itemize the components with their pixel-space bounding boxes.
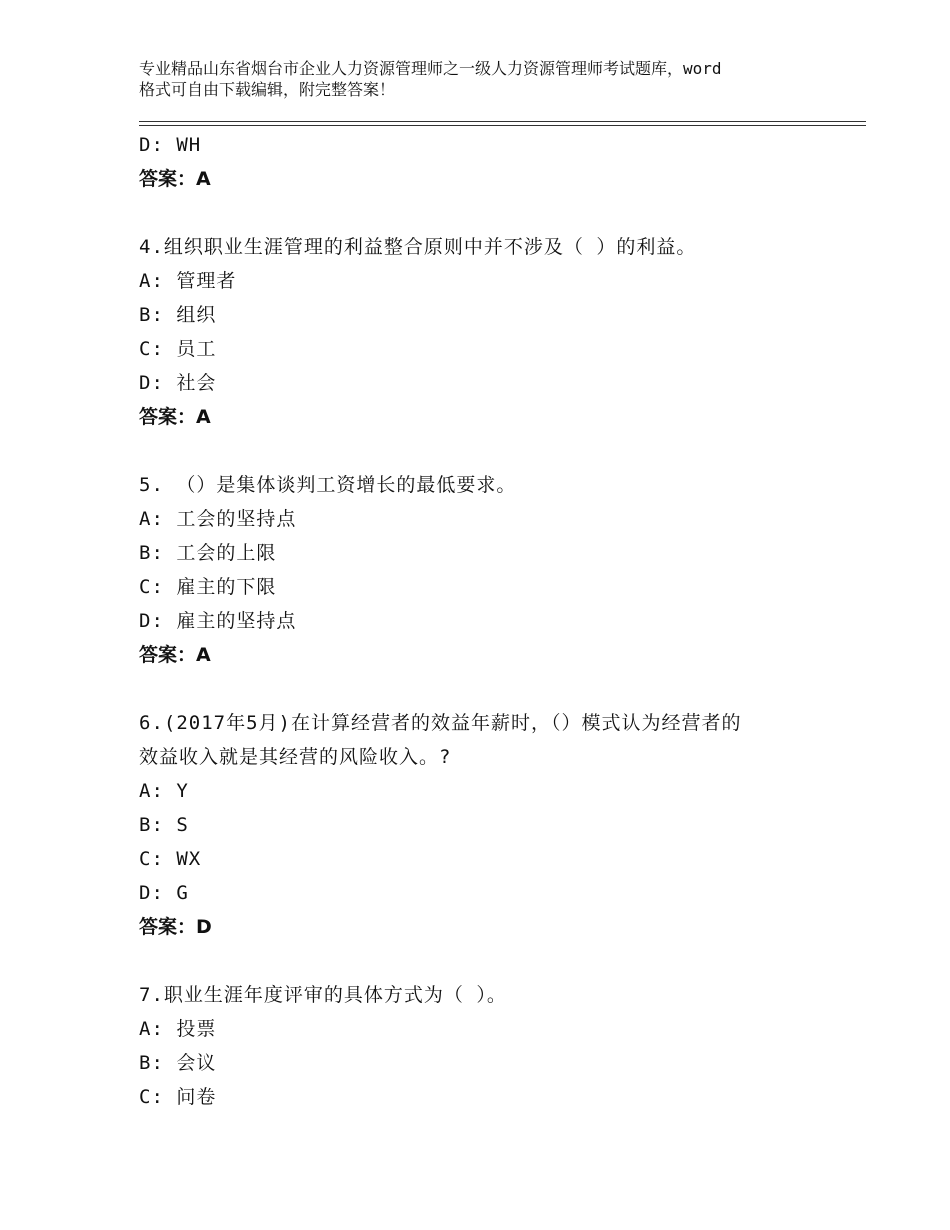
option-c: C: WX — [139, 848, 202, 870]
header-divider-bottom — [139, 125, 866, 126]
option-b: B: S — [139, 814, 189, 836]
question-stem: 4.组织职业生涯管理的利益整合原则中并不涉及（ ）的利益。 — [139, 236, 697, 258]
question-stem-line-1: 6.(2017年5月)在计算经营者的效益年薪时，（）模式认为经营者的 — [139, 712, 742, 734]
question-3-continued — [139, 128, 839, 196]
answer-label: 答案：A — [139, 644, 211, 666]
question-5 — [139, 468, 839, 672]
question-6 — [139, 706, 839, 944]
question-stem: 7.职业生涯年度评审的具体方式为（ ）。 — [139, 984, 507, 1006]
answer-label: 答案：A — [139, 168, 211, 190]
option-c: C: 雇主的下限 — [139, 576, 277, 598]
option-a: A: Y — [139, 780, 189, 802]
question-stem-line-2: 效益收入就是其经营的风险收入。? — [139, 746, 452, 768]
question-stem: 5. （）是集体谈判工资增长的最低要求。 — [139, 474, 517, 496]
header-title-line-1: 专业精品山东省烟台市企业人力资源管理师之一级人力资源管理师考试题库，word — [139, 59, 722, 78]
option-c: C: 员工 — [139, 338, 217, 360]
option-a: A: 工会的坚持点 — [139, 508, 297, 530]
option-a: A: 投票 — [139, 1018, 217, 1040]
option-d: D: WH — [139, 134, 202, 156]
header-title-line-2: 格式可自由下载编辑，附完整答案！ — [139, 80, 396, 99]
document-body — [139, 128, 839, 1114]
document-header — [139, 58, 829, 100]
option-b: B: 组织 — [139, 304, 217, 326]
option-c: C: 问卷 — [139, 1086, 217, 1108]
option-b: B: 会议 — [139, 1052, 217, 1074]
option-d: D: 雇主的坚持点 — [139, 610, 297, 632]
option-d: D: G — [139, 882, 189, 904]
option-b: B: 工会的上限 — [139, 542, 277, 564]
header-divider-top — [139, 121, 866, 122]
question-7 — [139, 978, 839, 1114]
answer-label: 答案：A — [139, 406, 211, 428]
option-a: A: 管理者 — [139, 270, 237, 292]
answer-label: 答案：D — [139, 916, 212, 938]
question-4 — [139, 230, 839, 434]
option-d: D: 社会 — [139, 372, 217, 394]
